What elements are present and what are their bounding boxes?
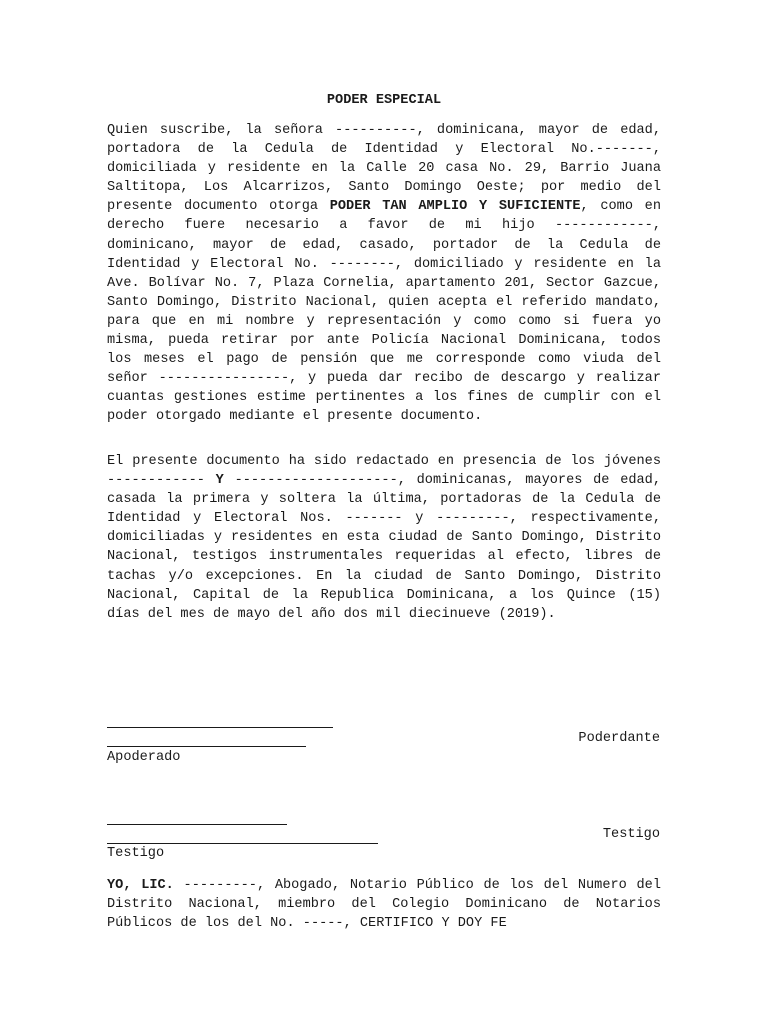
paragraph-mandate	[107, 121, 661, 427]
signature-line-apoderado	[107, 746, 306, 747]
document-title: PODER ESPECIAL	[326, 93, 442, 108]
paragraph-mandate-text-a: Quien suscribe, la señora ----------, dominicana, mayor de edad, portadora de la Cedula de Identidad y Electoral No.-------, domiciliada y residente en la Calle 20 casa No. 29, Barrio Juana Saltitopa, Los Alcarrizos, Santo Domingo Oeste; por medio del presente documento otorga	[107, 123, 661, 215]
paragraph-mandate-bold: PODER TAN AMPLIO Y SUFICIENTE	[329, 199, 581, 215]
paragraph-witnesses	[107, 452, 661, 624]
paragraph-witnesses-bold: Y	[215, 473, 224, 489]
paragraph-mandate-text-b: , como en derecho fuere necesario a favor de mi hijo ------------, dominicano, mayor de edad, casado, portador de la Cedula de Identidad y Electoral No. --------, domiciliado y residente en la Ave. Bolívar No. 7, Plaza Cornelia, apartamento 201, Sector Gazcue, Santo Domingo, Distrito Nacional, quien acepta el referido mandato, para que en mi nombre y representación y como como si fuera yo misma, pueda retirar por ante Policía Nacional Dominicana, todos los meses el pago de pensión que me corresponde como viuda del señor ----------------, y pueda dar recibo de descargo y realizar cuantas gestiones estime pertinentes a los fines de cumplir con el poder otorgado mediante el presente documento.	[107, 199, 661, 425]
paragraph-notary-bold: YO, LIC.	[107, 878, 174, 893]
apoderado-label: Apoderado	[107, 750, 181, 765]
signature-line-testigo-1	[107, 824, 287, 825]
testigo-left-label: Testigo	[107, 846, 165, 861]
paragraph-notary	[107, 876, 661, 933]
poderdante-label: Poderdante	[578, 731, 660, 746]
signature-line-poderdante	[107, 727, 333, 728]
testigo-right-label: Testigo	[602, 827, 660, 842]
signature-line-testigo-2	[107, 843, 378, 844]
paragraph-notary-text: ---------, Abogado, Notario Público de los del Numero del Distrito Nacional, miembro del Colegio Dominicano de Notarios Públicos de los del No. -----, CERTIFICO Y DOY FE	[107, 878, 662, 932]
paragraph-witnesses-text-b: --------------------, dominicanas, mayores de edad, casada la primera y soltera la última, portadoras de la Cedula de Identidad y Electoral Nos. ------- y ---------, respectivamente, domiciliadas y residentes en esta ciudad de Santo Domingo, Distrito Nacional, testigos instrumentales requeridas al efecto, libres de tachas y/o excepciones. En la ciudad de Santo Domingo, Distrito Nacional, Capital de la Republica Dominicana, a los Quince (15) días del mes de mayo del año dos mil diecinueve (2019).	[107, 473, 661, 622]
paragraph-witnesses-text-a: El presente documento ha sido redactado en presencia de los jóvenes ------------	[107, 454, 661, 489]
